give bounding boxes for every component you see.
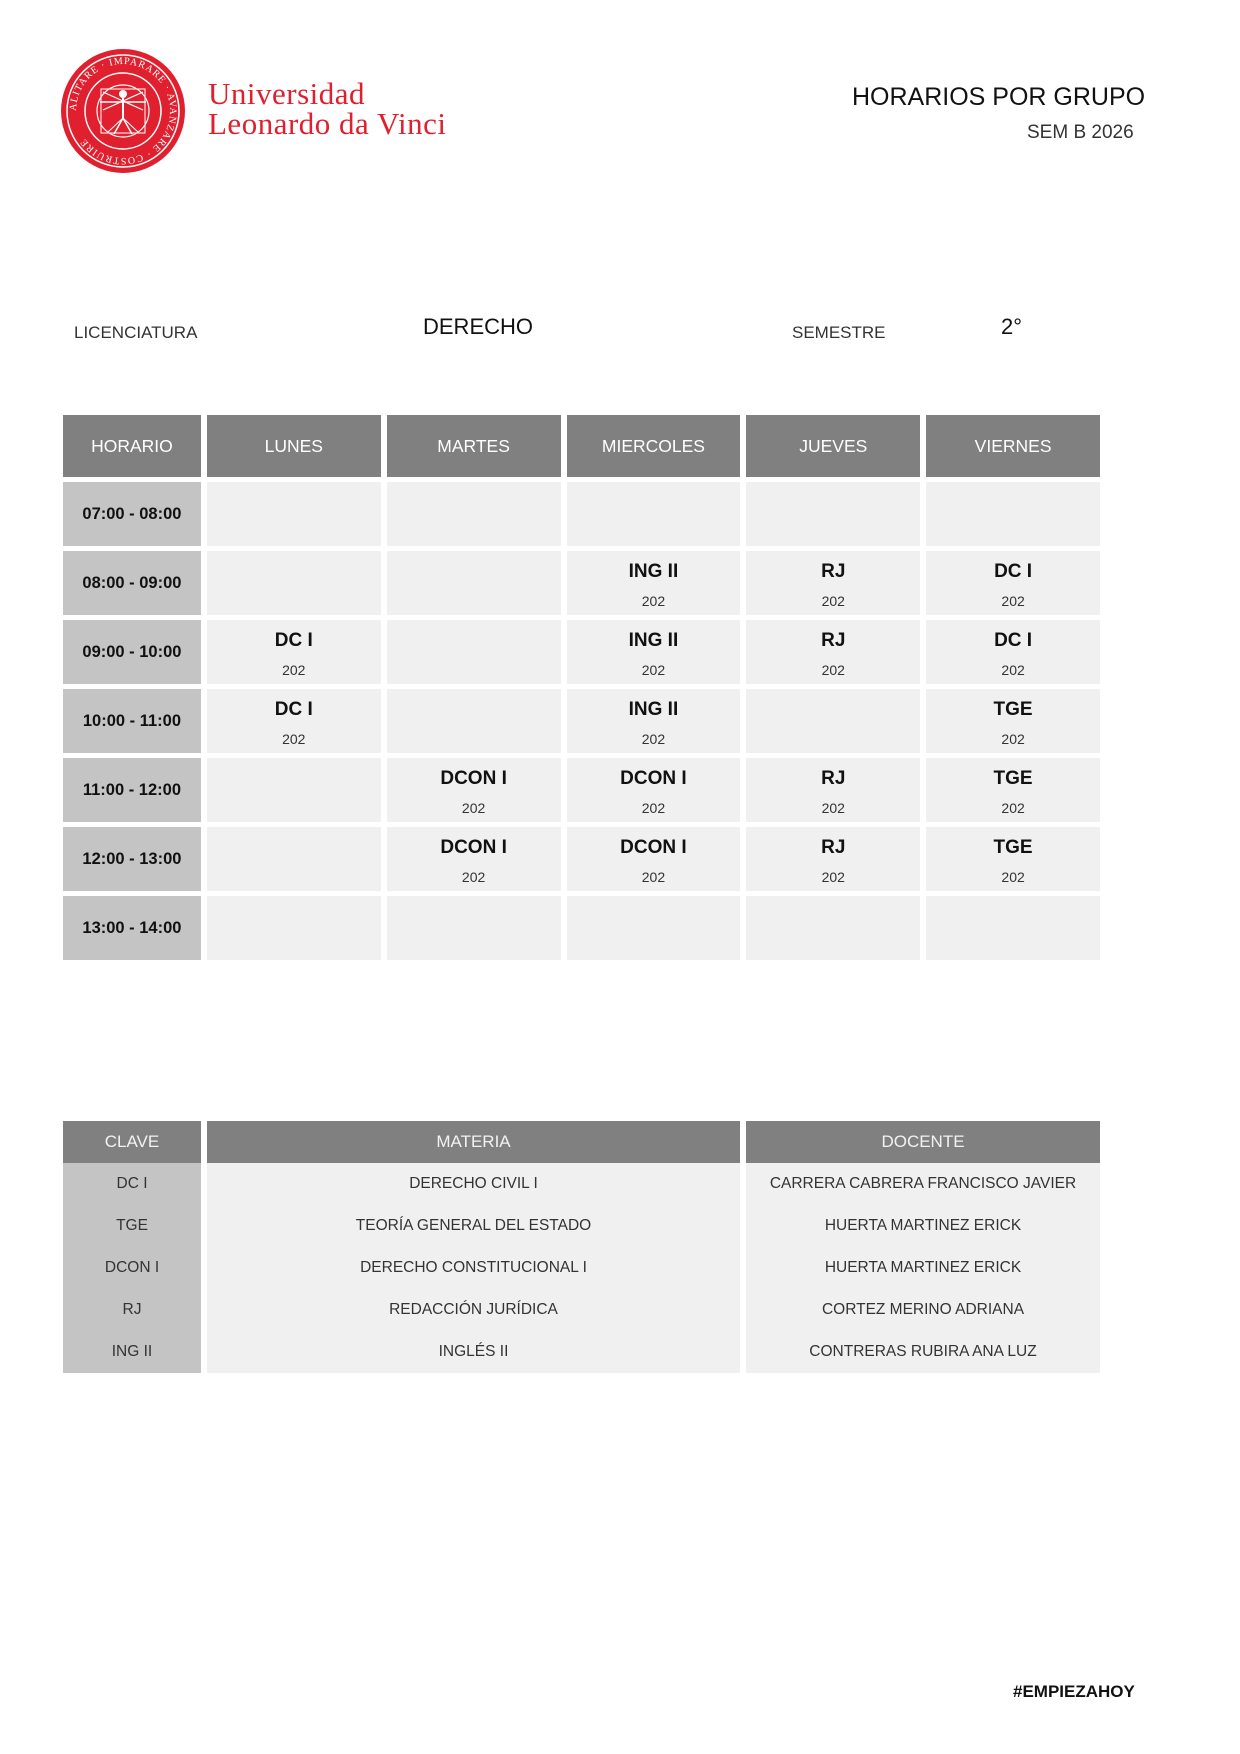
header-lunes: LUNES (207, 415, 381, 477)
room-number: 202 (1001, 869, 1025, 885)
legend-docente: CONTRERAS RUBIRA ANA LUZ (746, 1331, 1100, 1373)
legend-docente: HUERTA MARTINEZ ERICK (746, 1205, 1100, 1247)
time-slot: 12:00 - 13:00 (63, 827, 201, 891)
time-slot: 13:00 - 14:00 (63, 896, 201, 960)
legend-materia: TEORÍA GENERAL DEL ESTADO (207, 1205, 740, 1247)
subject-code: RJ (821, 630, 846, 651)
svg-text:ALITARE · IMPARARE · AVANZARE: ALITARE · IMPARARE · AVANZARE · COSTRUIRE (67, 55, 179, 167)
subject-code: DC I (274, 699, 313, 720)
schedule-cell (567, 689, 741, 753)
schedule-cell (926, 482, 1100, 546)
header-martes: MARTES (387, 415, 561, 477)
semestre-label: SEMESTRE (792, 323, 886, 342)
room-number: 202 (641, 662, 666, 678)
legend-row (63, 1163, 1100, 1205)
schedule-row (63, 758, 1100, 822)
document-title: HORARIOS POR GRUPO (852, 83, 1146, 111)
schedule-cell (746, 896, 920, 960)
subject-code: ING II (628, 699, 679, 720)
university-seal-logo (58, 46, 188, 176)
legend-clave: DCON I (63, 1247, 201, 1289)
legend-materia: DERECHO CIVIL I (207, 1163, 740, 1205)
schedule-row (63, 551, 1100, 615)
legend-clave: RJ (63, 1289, 201, 1331)
schedule-cell (387, 758, 561, 822)
legend-row (63, 1289, 1100, 1331)
licenciatura-label: LICENCIATURA (74, 323, 198, 342)
time-slot: 11:00 - 12:00 (63, 758, 201, 822)
schedule-row (63, 620, 1100, 684)
legend-docente: CARRERA CABRERA FRANCISCO JAVIER (746, 1163, 1100, 1205)
semestre-value: 2° (1001, 314, 1023, 339)
schedule-header-row (63, 415, 1100, 477)
schedule-cell (567, 896, 741, 960)
schedule-cell (926, 758, 1100, 822)
subject-code: TGE (993, 837, 1033, 858)
legend-docente: HUERTA MARTINEZ ERICK (746, 1247, 1100, 1289)
legend-header-clave: CLAVE (63, 1121, 201, 1163)
room-number: 202 (461, 800, 486, 816)
subject-code: DCON I (440, 837, 507, 858)
schedule-cell (387, 551, 561, 615)
legend-row (63, 1205, 1100, 1247)
room-number: 202 (641, 869, 666, 885)
subject-code: RJ (821, 837, 846, 858)
subject-code: RJ (821, 768, 846, 789)
header-miercoles: MIERCOLES (567, 415, 741, 477)
room-number: 202 (1001, 593, 1025, 609)
room-number: 202 (282, 731, 306, 747)
room-number: 202 (821, 662, 845, 678)
room-number: 202 (641, 593, 666, 609)
subjects-legend-table (63, 1121, 1100, 1373)
schedule-cell (567, 758, 741, 822)
schedule-cell (567, 620, 741, 684)
legend-row (63, 1331, 1100, 1373)
legend-materia: DERECHO CONSTITUCIONAL I (207, 1247, 740, 1289)
legend-row (63, 1247, 1100, 1289)
schedule-cell (926, 551, 1100, 615)
time-slot: 10:00 - 11:00 (63, 689, 201, 753)
room-number: 202 (641, 800, 666, 816)
schedule-cell (387, 620, 561, 684)
university-name-line1: Universidad (208, 76, 366, 111)
subject-code: DCON I (440, 768, 507, 789)
header-jueves: JUEVES (746, 415, 920, 477)
time-slot: 08:00 - 09:00 (63, 551, 201, 615)
legend-header-row (63, 1121, 1100, 1163)
schedule-cell (207, 482, 381, 546)
legend-clave: ING II (63, 1331, 201, 1373)
room-number: 202 (641, 731, 666, 747)
schedule-cell (207, 827, 381, 891)
room-number: 202 (821, 869, 845, 885)
schedule-cell (746, 827, 920, 891)
schedule-row (63, 896, 1100, 960)
schedule-cell (746, 551, 920, 615)
schedule-cell (567, 482, 741, 546)
schedule-cell (207, 620, 381, 684)
schedule-cell (746, 482, 920, 546)
subject-code: RJ (821, 561, 846, 582)
schedule-cell (746, 758, 920, 822)
schedule-cell (387, 896, 561, 960)
room-number: 202 (1001, 731, 1025, 747)
schedule-cell (567, 827, 741, 891)
subject-code: TGE (993, 699, 1033, 720)
legend-materia: REDACCIÓN JURÍDICA (207, 1289, 740, 1331)
schedule-cell (926, 689, 1100, 753)
schedule-row (63, 827, 1100, 891)
schedule-cell (207, 896, 381, 960)
schedule-cell (207, 758, 381, 822)
subject-code: DC I (274, 630, 313, 651)
schedule-cell (387, 689, 561, 753)
subject-code: DCON I (620, 837, 687, 858)
subject-code: ING II (628, 561, 679, 582)
legend-header-docente: DOCENTE (746, 1121, 1100, 1163)
room-number: 202 (1001, 800, 1025, 816)
time-slot: 09:00 - 10:00 (63, 620, 201, 684)
footer-hashtag: #EMPIEZAHOY (1013, 1682, 1135, 1701)
subject-code: DC I (994, 561, 1033, 582)
header-viernes: VIERNES (926, 415, 1100, 477)
schedule-table (63, 415, 1100, 965)
room-number: 202 (461, 869, 486, 885)
room-number: 202 (821, 593, 845, 609)
schedule-cell (746, 620, 920, 684)
subject-code: DCON I (620, 768, 687, 789)
room-number: 202 (282, 662, 306, 678)
schedule-cell (387, 482, 561, 546)
legend-body (63, 1163, 1100, 1373)
university-name-line2: Leonardo da Vinci (208, 106, 447, 141)
room-number: 202 (821, 800, 845, 816)
room-number: 202 (1001, 662, 1025, 678)
licenciatura-value: DERECHO (423, 314, 534, 339)
subject-code: DC I (994, 630, 1033, 651)
legend-clave: TGE (63, 1205, 201, 1247)
legend-materia: INGLÉS II (207, 1331, 740, 1373)
subject-code: TGE (993, 768, 1033, 789)
schedule-cell (926, 620, 1100, 684)
schedule-cell (926, 896, 1100, 960)
schedule-body (63, 482, 1100, 960)
schedule-cell (207, 551, 381, 615)
schedule-cell (926, 827, 1100, 891)
schedule-cell (387, 827, 561, 891)
schedule-cell (567, 551, 741, 615)
legend-header-materia: MATERIA (207, 1121, 740, 1163)
document-subtitle: SEM B 2026 (1027, 122, 1134, 143)
time-slot: 07:00 - 08:00 (63, 482, 201, 546)
subject-code: ING II (628, 630, 679, 651)
legend-docente: CORTEZ MERINO ADRIANA (746, 1289, 1100, 1331)
legend-clave: DC I (63, 1163, 201, 1205)
schedule-cell (207, 689, 381, 753)
schedule-cell (746, 689, 920, 753)
header-horario: HORARIO (63, 415, 201, 477)
schedule-row (63, 689, 1100, 753)
schedule-row (63, 482, 1100, 546)
